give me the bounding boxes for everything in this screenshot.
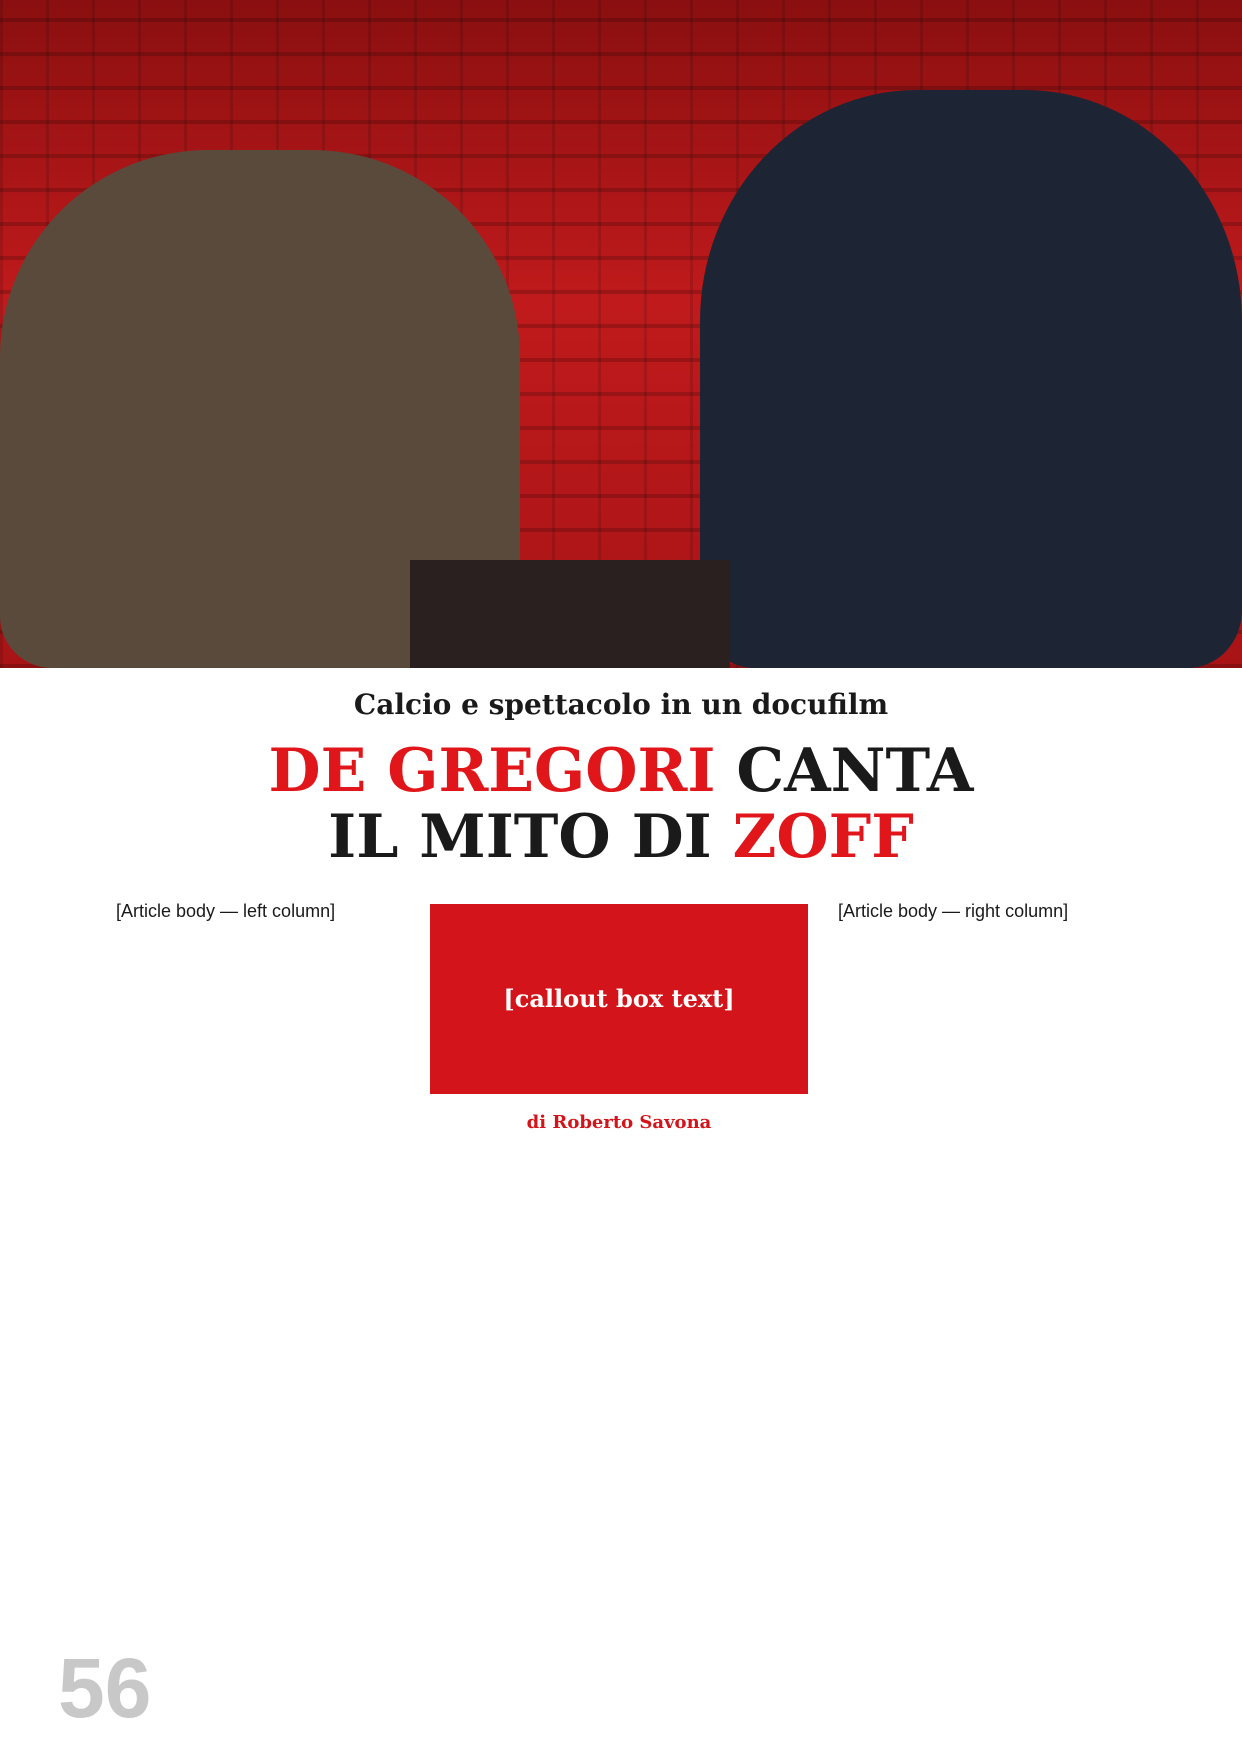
hero-photo [0,0,1242,668]
kicker: Calcio e spettacolo in un docufilm [353,688,889,721]
body-left: [Article body — left column] [116,901,336,921]
person-right [700,90,1242,668]
body-right: [Article body — right column] [838,901,1069,921]
headline: DE GREGORI CANTA IL MITO DI ZOFF [268,736,974,872]
table [410,560,730,668]
page-number: 56 [58,1641,152,1735]
callout-box: [callout box text] [430,904,808,1094]
byline: di Roberto Savona [526,1112,712,1133]
